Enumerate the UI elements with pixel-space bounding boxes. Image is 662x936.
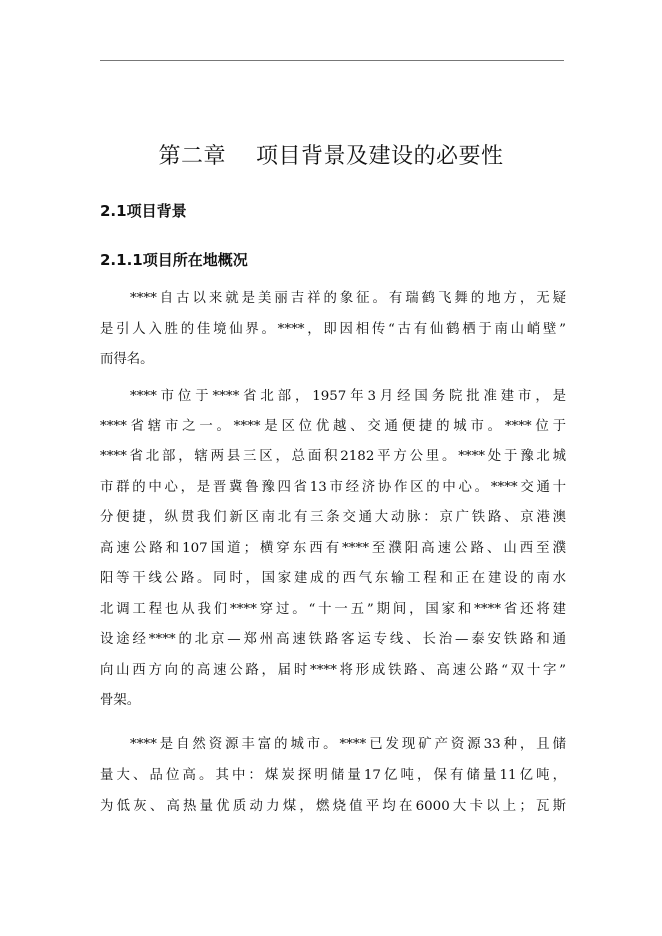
paragraph-line: ****自古以来就是美丽吉祥的象征。有瑞鹤飞舞的地方，无疑: [130, 291, 566, 306]
paragraph-line: ****市位于****省北部，1957年3月经国务院批准建市，是: [130, 389, 566, 404]
paragraph-line: 高速公路和107国道；横穿东西有****至濮阳高速公路、山西至濮: [100, 541, 566, 556]
paragraph-line: 分便捷，纵贯我们新区南北有三条交通大动脉：京广铁路、京港澳: [100, 510, 566, 525]
subsection-heading-2-1-1: 2.1.1项目所在地概况: [100, 251, 248, 269]
paragraph-line: 向山西方向的高速公路，届时****将形成铁路、高速公路“双十字”: [100, 663, 566, 678]
header-rule: [100, 60, 564, 61]
paragraph-line: 为低灰、高热量优质动力煤，燃烧值平均在6000大卡以上；瓦斯: [100, 799, 566, 814]
section-heading-2-1: 2.1项目背景: [100, 202, 187, 220]
paragraph-line: 北调工程也从我们****穿过。“十一五”期间，国家和****省还将建: [100, 602, 566, 617]
paragraph-line: 设途经****的北京—郑州高速铁路客运专线、长治—泰安铁路和通: [100, 632, 566, 647]
paragraph-line: 而得名。: [100, 352, 154, 367]
paragraph-line: 骨架。: [100, 693, 141, 708]
paragraph-line: 量大、品位高。其中：煤炭探明储量17亿吨，保有储量11亿吨，: [100, 768, 566, 783]
paragraph-line: ****省北部，辖两县三区，总面积2182平方公里。****处于豫北城: [100, 449, 566, 464]
paragraph-line: ****是自然资源丰富的城市。****已发现矿产资源33种，且储: [130, 737, 566, 752]
chapter-title: 第二章 项目背景及建设的必要性: [158, 144, 504, 169]
paragraph-line: 阳等干线公路。同时，国家建成的西气东输工程和正在建设的南水: [100, 571, 566, 586]
paragraph-line: ****省辖市之一。****是区位优越、交通便捷的城市。****位于: [100, 419, 566, 434]
paragraph-line: 是引人入胜的佳境仙界。****，即因相传“古有仙鹤栖于南山峭壁”: [100, 322, 566, 337]
paragraph-line: 市群的中心，是晋冀鲁豫四省13市经济协作区的中心。****交通十: [100, 480, 566, 495]
